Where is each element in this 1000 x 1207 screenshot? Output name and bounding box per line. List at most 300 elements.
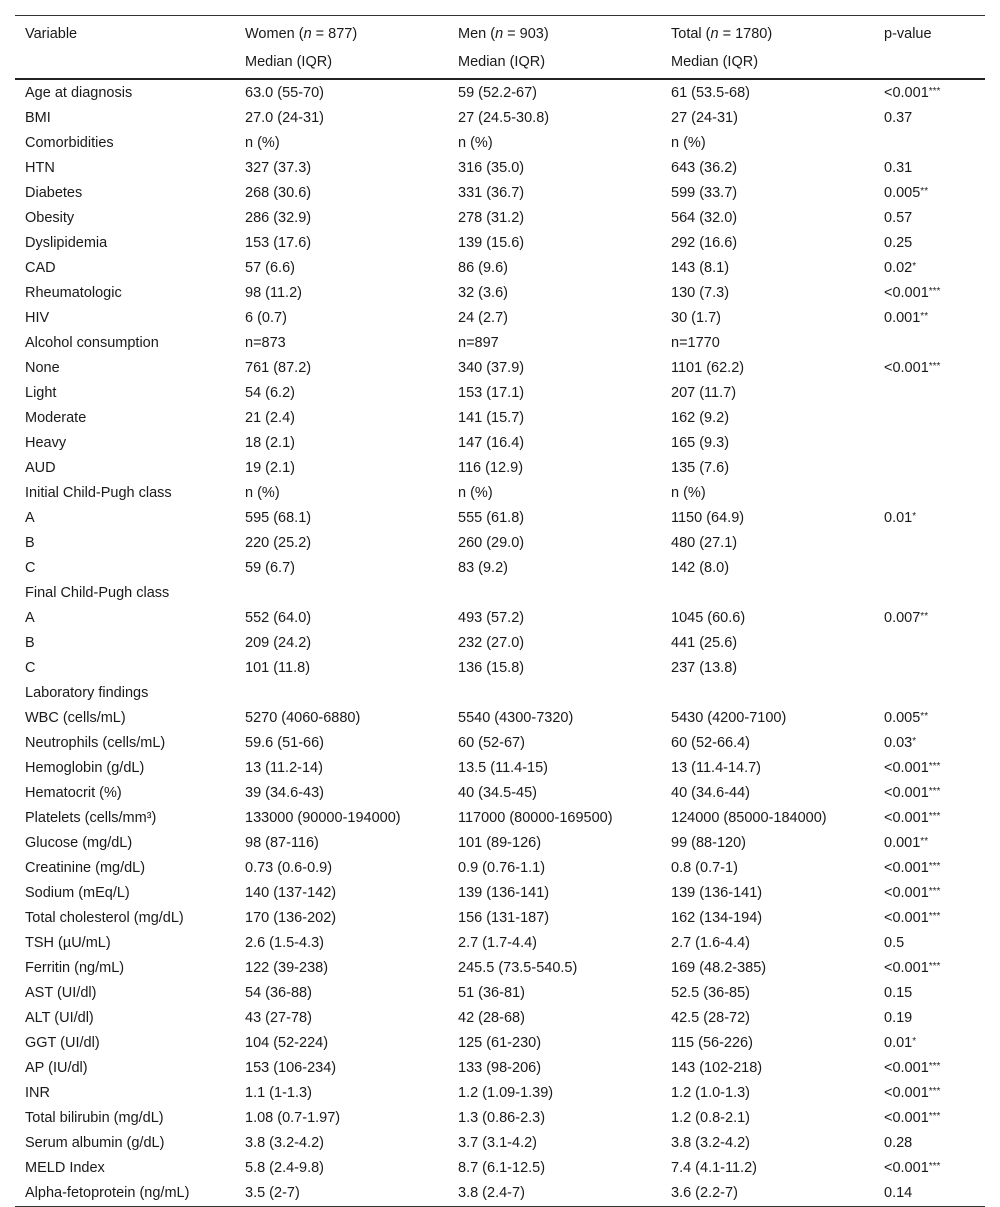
subheader-pvalue-empty	[874, 50, 985, 79]
cell-variable: AP (IU/dl)	[25, 1060, 88, 1076]
cell-men: 1.2 (1.09-1.39)	[458, 1085, 554, 1101]
table-header	[15, 16, 985, 80]
cell-total: 1150 (64.9)	[671, 510, 745, 526]
cell-women	[235, 681, 448, 706]
cell-women: 43 (27-78)	[245, 1010, 312, 1026]
cell-variable: Obesity	[25, 210, 75, 226]
cell-variable: GGT (UI/dl)	[25, 1035, 100, 1051]
cell-pvalue	[874, 831, 985, 856]
cell-men: 156 (131-187)	[458, 910, 550, 926]
significance-stars: **	[920, 611, 929, 622]
cell-total: 130 (7.3)	[671, 285, 730, 301]
cell-women: 18 (2.1)	[245, 435, 295, 451]
cell-total: 30 (1.7)	[671, 310, 721, 326]
pvalue-text: <0.001	[884, 1160, 929, 1176]
pvalue-text: <0.001	[884, 785, 929, 801]
cell-pvalue	[874, 1056, 985, 1081]
significance-stars: ***	[928, 361, 941, 372]
cell-pvalue	[874, 906, 985, 931]
pvalue-text: 0.28	[884, 1135, 913, 1151]
pvalue-text: <0.001	[884, 85, 929, 101]
cell-pvalue	[874, 856, 985, 881]
cell-men: 493 (57.2)	[458, 610, 525, 626]
cell-women: 13 (11.2-14)	[245, 760, 323, 776]
cell-variable: Light	[25, 385, 57, 401]
cell-total: 139 (136-141)	[671, 885, 763, 901]
cell-variable: Age at diagnosis	[25, 85, 133, 101]
significance-stars: ***	[928, 886, 941, 897]
cell-women: 0.73 (0.6-0.9)	[245, 860, 333, 876]
cell-men: 40 (34.5-45)	[458, 785, 537, 801]
cell-total: 115 (56-226)	[671, 1035, 753, 1051]
cell-men: 232 (27.0)	[458, 635, 525, 651]
cell-total: 1045 (60.6)	[671, 610, 746, 626]
header-row	[15, 16, 985, 51]
table-row	[15, 381, 985, 406]
cell-total: 40 (34.6-44)	[671, 785, 750, 801]
table-row	[15, 831, 985, 856]
cell-total: 124000 (85000-184000)	[671, 810, 827, 826]
cell-variable: Ferritin (ng/mL)	[25, 960, 125, 976]
cell-variable: C	[25, 660, 36, 676]
cell-men: 331 (36.7)	[458, 185, 525, 201]
table-row	[15, 1156, 985, 1181]
cell-pvalue	[874, 756, 985, 781]
cell-variable: Moderate	[25, 410, 87, 426]
significance-stars: ***	[928, 811, 941, 822]
cell-variable: AUD	[25, 460, 56, 476]
table-row	[15, 481, 985, 506]
table-row	[15, 931, 985, 956]
table-row	[15, 606, 985, 631]
pvalue-text: 0.007	[884, 610, 921, 626]
cell-variable: Diabetes	[25, 185, 83, 201]
cell-total: 143 (8.1)	[671, 260, 730, 276]
significance-stars: ***	[928, 1086, 941, 1097]
cell-pvalue	[874, 956, 985, 981]
table-row	[15, 356, 985, 381]
cell-pvalue	[874, 356, 985, 381]
subheader-men: Median (IQR)	[458, 54, 546, 70]
pvalue-text: 0.19	[884, 1010, 913, 1026]
cell-women: 552 (64.0)	[245, 610, 312, 626]
cell-pvalue	[874, 406, 985, 431]
table-row	[15, 331, 985, 356]
cell-women: 761 (87.2)	[245, 360, 312, 376]
cell-men: 116 (12.9)	[458, 460, 524, 476]
cell-pvalue	[874, 581, 985, 606]
cell-variable: Hematocrit (%)	[25, 785, 122, 801]
cell-pvalue	[874, 1006, 985, 1031]
cell-women	[235, 581, 448, 606]
cell-pvalue	[874, 981, 985, 1006]
cell-pvalue	[874, 381, 985, 406]
pvalue-text: <0.001	[884, 860, 929, 876]
cell-men: 153 (17.1)	[458, 385, 525, 401]
cell-women: 170 (136-202)	[245, 910, 337, 926]
cell-variable: Alcohol consumption	[25, 335, 159, 351]
cell-men: 117000 (80000-169500)	[458, 810, 613, 826]
cell-men: 555 (61.8)	[458, 510, 525, 526]
table-row	[15, 806, 985, 831]
table-row	[15, 181, 985, 206]
cell-total: 599 (33.7)	[671, 185, 738, 201]
header-women: Women (n = 877)	[245, 26, 358, 42]
table-row	[15, 156, 985, 181]
cell-women: 220 (25.2)	[245, 535, 312, 551]
cell-total: 165 (9.3)	[671, 435, 730, 451]
cell-pvalue	[874, 1131, 985, 1156]
pvalue-text: 0.01	[884, 510, 913, 526]
cell-pvalue	[874, 106, 985, 131]
significance-stars: ***	[928, 1061, 941, 1072]
cell-men: 8.7 (6.1-12.5)	[458, 1160, 546, 1176]
cell-pvalue	[874, 731, 985, 756]
header-total: Total (n = 1780)	[671, 26, 773, 42]
cell-women: 98 (87-116)	[245, 835, 319, 851]
cell-pvalue	[874, 931, 985, 956]
cell-total: 2.7 (1.6-4.4)	[671, 935, 750, 951]
cell-women: 27.0 (24-31)	[245, 110, 324, 126]
cell-variable: Platelets (cells/mm³)	[25, 810, 157, 826]
cell-variable: Glucose (mg/dL)	[25, 835, 133, 851]
pvalue-text: 0.14	[884, 1185, 913, 1201]
cell-men: n (%)	[458, 135, 493, 151]
cell-pvalue	[874, 206, 985, 231]
cell-men	[448, 681, 661, 706]
cell-pvalue	[874, 456, 985, 481]
table-row	[15, 506, 985, 531]
cell-women: 3.8 (3.2-4.2)	[245, 1135, 324, 1151]
cell-men: 51 (36-81)	[458, 985, 525, 1001]
table-row	[15, 781, 985, 806]
cell-pvalue	[874, 281, 985, 306]
cell-pvalue	[874, 481, 985, 506]
cell-pvalue	[874, 506, 985, 531]
cell-women: 153 (106-234)	[245, 1060, 337, 1076]
cell-pvalue	[874, 331, 985, 356]
cell-total: n (%)	[671, 485, 706, 501]
cell-men: 59 (52.2-67)	[458, 85, 537, 101]
cell-women: 153 (17.6)	[245, 235, 312, 251]
pvalue-text: 0.005	[884, 710, 921, 726]
pvalue-text: <0.001	[884, 360, 929, 376]
table-row	[15, 1056, 985, 1081]
cell-total: 3.6 (2.2-7)	[671, 1185, 738, 1201]
cell-men: 139 (136-141)	[458, 885, 550, 901]
cell-variable: WBC (cells/mL)	[25, 710, 126, 726]
cell-women: 54 (6.2)	[245, 385, 295, 401]
pvalue-text: <0.001	[884, 810, 929, 826]
cell-women: 104 (52-224)	[245, 1035, 329, 1051]
cell-total: 42.5 (28-72)	[671, 1010, 750, 1026]
cell-pvalue	[874, 306, 985, 331]
table-row	[15, 756, 985, 781]
cell-women: 57 (6.6)	[245, 260, 295, 276]
pvalue-text: 0.15	[884, 985, 913, 1001]
pvalue-text: 0.005	[884, 185, 921, 201]
cell-variable: Creatinine (mg/dL)	[25, 860, 146, 876]
table-row	[15, 906, 985, 931]
pvalue-text: 0.001	[884, 310, 921, 326]
table-row	[15, 706, 985, 731]
table-row	[15, 1006, 985, 1031]
significance-stars: **	[920, 311, 929, 322]
table-body	[15, 79, 985, 1207]
cell-total: 142 (8.0)	[671, 560, 730, 576]
pvalue-text: 0.02	[884, 260, 913, 276]
cell-total: 162 (9.2)	[671, 410, 730, 426]
significance-stars: ***	[928, 1161, 941, 1172]
significance-stars: **	[920, 186, 929, 197]
cell-women: 595 (68.1)	[245, 510, 312, 526]
table-row	[15, 581, 985, 606]
cell-women: 1.08 (0.7-1.97)	[245, 1110, 341, 1126]
cell-total: n=1770	[671, 335, 720, 351]
cell-variable: Comorbidities	[25, 135, 114, 151]
cell-women: 6 (0.7)	[245, 310, 287, 326]
cell-variable: Alpha-fetoprotein (ng/mL)	[25, 1185, 190, 1201]
pvalue-text: <0.001	[884, 1060, 929, 1076]
cell-women: 133000 (90000-194000)	[245, 810, 401, 826]
cell-men: 0.9 (0.76-1.1)	[458, 860, 546, 876]
cell-men: 101 (89-126)	[458, 835, 542, 851]
header-men: Men (n = 903)	[458, 26, 549, 42]
cell-men: 1.3 (0.86-2.3)	[458, 1110, 546, 1126]
cell-women: 59 (6.7)	[245, 560, 295, 576]
cell-men: 340 (37.9)	[458, 360, 525, 376]
cell-variable: AST (UI/dl)	[25, 985, 97, 1001]
characteristics-table	[15, 15, 985, 1207]
table-row	[15, 556, 985, 581]
table-row	[15, 856, 985, 881]
cell-total: 7.4 (4.1-11.2)	[671, 1160, 757, 1176]
cell-women: 268 (30.6)	[245, 185, 312, 201]
cell-men: 86 (9.6)	[458, 260, 508, 276]
cell-men: 60 (52-67)	[458, 735, 525, 751]
cell-pvalue	[874, 1081, 985, 1106]
cell-total: 237 (13.8)	[671, 660, 738, 676]
cell-men: 32 (3.6)	[458, 285, 508, 301]
significance-stars: ***	[928, 786, 941, 797]
cell-women: 39 (34.6-43)	[245, 785, 324, 801]
cell-variable: Sodium (mEq/L)	[25, 885, 130, 901]
cell-total: n (%)	[671, 135, 706, 151]
cell-men: 260 (29.0)	[458, 535, 525, 551]
significance-stars: ***	[928, 961, 941, 972]
cell-pvalue	[874, 256, 985, 281]
cell-pvalue	[874, 181, 985, 206]
cell-pvalue	[874, 1031, 985, 1056]
cell-total	[661, 581, 874, 606]
significance-stars: *	[912, 1036, 917, 1047]
significance-stars: ***	[928, 86, 941, 97]
cell-men: 24 (2.7)	[458, 310, 508, 326]
cell-men: 5540 (4300-7320)	[458, 710, 574, 726]
subheader-women: Median (IQR)	[245, 54, 333, 70]
cell-women: 59.6 (51-66)	[245, 735, 324, 751]
cell-women: 140 (137-142)	[245, 885, 337, 901]
cell-variable: CAD	[25, 260, 56, 276]
table-row	[15, 456, 985, 481]
significance-stars: *	[912, 736, 917, 747]
table-row	[15, 531, 985, 556]
cell-women: 98 (11.2)	[245, 285, 302, 301]
cell-variable: HIV	[25, 310, 50, 326]
table-row	[15, 1106, 985, 1131]
cell-pvalue	[874, 231, 985, 256]
cell-variable: Neutrophils (cells/mL)	[25, 735, 166, 751]
cell-variable: Dyslipidemia	[25, 235, 108, 251]
cell-total: 143 (102-218)	[671, 1060, 763, 1076]
table-row	[15, 231, 985, 256]
table-row	[15, 1131, 985, 1156]
pvalue-text: 0.57	[884, 210, 913, 226]
cell-total: 27 (24-31)	[671, 110, 738, 126]
cell-variable: B	[25, 535, 35, 551]
pvalue-text: 0.01	[884, 1035, 913, 1051]
table-row	[15, 79, 985, 106]
pvalue-text: 0.31	[884, 160, 913, 176]
cell-women: 101 (11.8)	[245, 660, 311, 676]
pvalue-text: <0.001	[884, 285, 929, 301]
significance-stars: *	[912, 261, 917, 272]
cell-variable: Initial Child-Pugh class	[25, 485, 172, 501]
cell-women: 5270 (4060-6880)	[245, 710, 361, 726]
cell-pvalue	[874, 656, 985, 681]
table-row	[15, 1031, 985, 1056]
table-row	[15, 981, 985, 1006]
pvalue-text: <0.001	[884, 960, 929, 976]
cell-variable: MELD Index	[25, 1160, 105, 1176]
cell-total	[661, 681, 874, 706]
cell-total: 564 (32.0)	[671, 210, 738, 226]
cell-women: 286 (32.9)	[245, 210, 312, 226]
cell-variable: HTN	[25, 160, 55, 176]
cell-women: 21 (2.4)	[245, 410, 295, 426]
table-row	[15, 431, 985, 456]
cell-total: 1.2 (1.0-1.3)	[671, 1085, 750, 1101]
pvalue-text: 0.25	[884, 235, 913, 251]
cell-men: 27 (24.5-30.8)	[458, 110, 550, 126]
cell-women: 63.0 (55-70)	[245, 85, 324, 101]
cell-pvalue	[874, 631, 985, 656]
cell-women: 327 (37.3)	[245, 160, 312, 176]
significance-stars: *	[912, 511, 917, 522]
table-row	[15, 256, 985, 281]
cell-total: 480 (27.1)	[671, 535, 738, 551]
cell-total: 5430 (4200-7100)	[671, 710, 787, 726]
pvalue-text: <0.001	[884, 885, 929, 901]
pvalue-text: 0.5	[884, 935, 905, 951]
cell-total: 52.5 (36-85)	[671, 985, 750, 1001]
pvalue-text: <0.001	[884, 910, 929, 926]
cell-men: n=897	[458, 335, 499, 351]
table-row	[15, 881, 985, 906]
cell-pvalue	[874, 1181, 985, 1207]
significance-stars: ***	[928, 861, 941, 872]
cell-pvalue	[874, 79, 985, 106]
header-variable: Variable	[25, 26, 78, 42]
cell-total: 441 (25.6)	[671, 635, 738, 651]
cell-pvalue	[874, 781, 985, 806]
cell-pvalue	[874, 1156, 985, 1181]
subheader-empty	[15, 50, 235, 79]
cell-variable: ALT (UI/dl)	[25, 1010, 94, 1026]
cell-variable: TSH (µU/mL)	[25, 935, 111, 951]
table-container	[15, 15, 985, 1207]
pvalue-text: <0.001	[884, 1110, 929, 1126]
cell-men: 141 (15.7)	[458, 410, 525, 426]
table-row	[15, 731, 985, 756]
cell-total: 3.8 (3.2-4.2)	[671, 1135, 750, 1151]
cell-men	[448, 581, 661, 606]
header-pvalue: p-value	[884, 26, 932, 42]
cell-men: 42 (28-68)	[458, 1010, 525, 1026]
cell-total: 99 (88-120)	[671, 835, 746, 851]
table-row	[15, 681, 985, 706]
cell-men: 136 (15.8)	[458, 660, 525, 676]
cell-total: 61 (53.5-68)	[671, 85, 750, 101]
cell-men: n (%)	[458, 485, 493, 501]
cell-variable: A	[25, 610, 35, 626]
cell-men: 245.5 (73.5-540.5)	[458, 960, 578, 976]
cell-women: 2.6 (1.5-4.3)	[245, 935, 324, 951]
cell-men: 139 (15.6)	[458, 235, 525, 251]
cell-women: 122 (39-238)	[245, 960, 329, 976]
cell-men: 83 (9.2)	[458, 560, 508, 576]
cell-variable: Serum albumin (g/dL)	[25, 1135, 165, 1151]
cell-total: 207 (11.7)	[671, 385, 737, 401]
cell-men: 3.8 (2.4-7)	[458, 1185, 525, 1201]
cell-men: 125 (61-230)	[458, 1035, 542, 1051]
cell-pvalue	[874, 606, 985, 631]
cell-men: 147 (16.4)	[458, 435, 525, 451]
cell-pvalue	[874, 556, 985, 581]
table-row	[15, 1181, 985, 1207]
cell-variable: Laboratory findings	[25, 685, 149, 701]
cell-pvalue	[874, 131, 985, 156]
cell-pvalue	[874, 706, 985, 731]
table-row	[15, 631, 985, 656]
cell-men: 278 (31.2)	[458, 210, 525, 226]
cell-pvalue	[874, 806, 985, 831]
cell-men: 2.7 (1.7-4.4)	[458, 935, 537, 951]
cell-women: n=873	[245, 335, 286, 351]
table-row	[15, 656, 985, 681]
significance-stars: ***	[928, 1111, 941, 1122]
table-row	[15, 106, 985, 131]
table-row	[15, 956, 985, 981]
pvalue-text: <0.001	[884, 760, 929, 776]
cell-pvalue	[874, 1106, 985, 1131]
cell-variable: C	[25, 560, 36, 576]
cell-variable: Total cholesterol (mg/dL)	[25, 910, 184, 926]
cell-total: 13 (11.4-14.7)	[671, 760, 762, 776]
significance-stars: **	[920, 836, 929, 847]
table-row	[15, 131, 985, 156]
cell-total: 292 (16.6)	[671, 235, 738, 251]
cell-women: 3.5 (2-7)	[245, 1185, 300, 1201]
pvalue-text: <0.001	[884, 1085, 929, 1101]
cell-variable: None	[25, 360, 60, 376]
cell-women: 19 (2.1)	[245, 460, 295, 476]
subheader-total: Median (IQR)	[671, 54, 759, 70]
cell-men: 13.5 (11.4-15)	[458, 760, 549, 776]
pvalue-text: 0.37	[884, 110, 913, 126]
cell-variable: INR	[25, 1085, 50, 1101]
cell-women: n (%)	[245, 485, 280, 501]
